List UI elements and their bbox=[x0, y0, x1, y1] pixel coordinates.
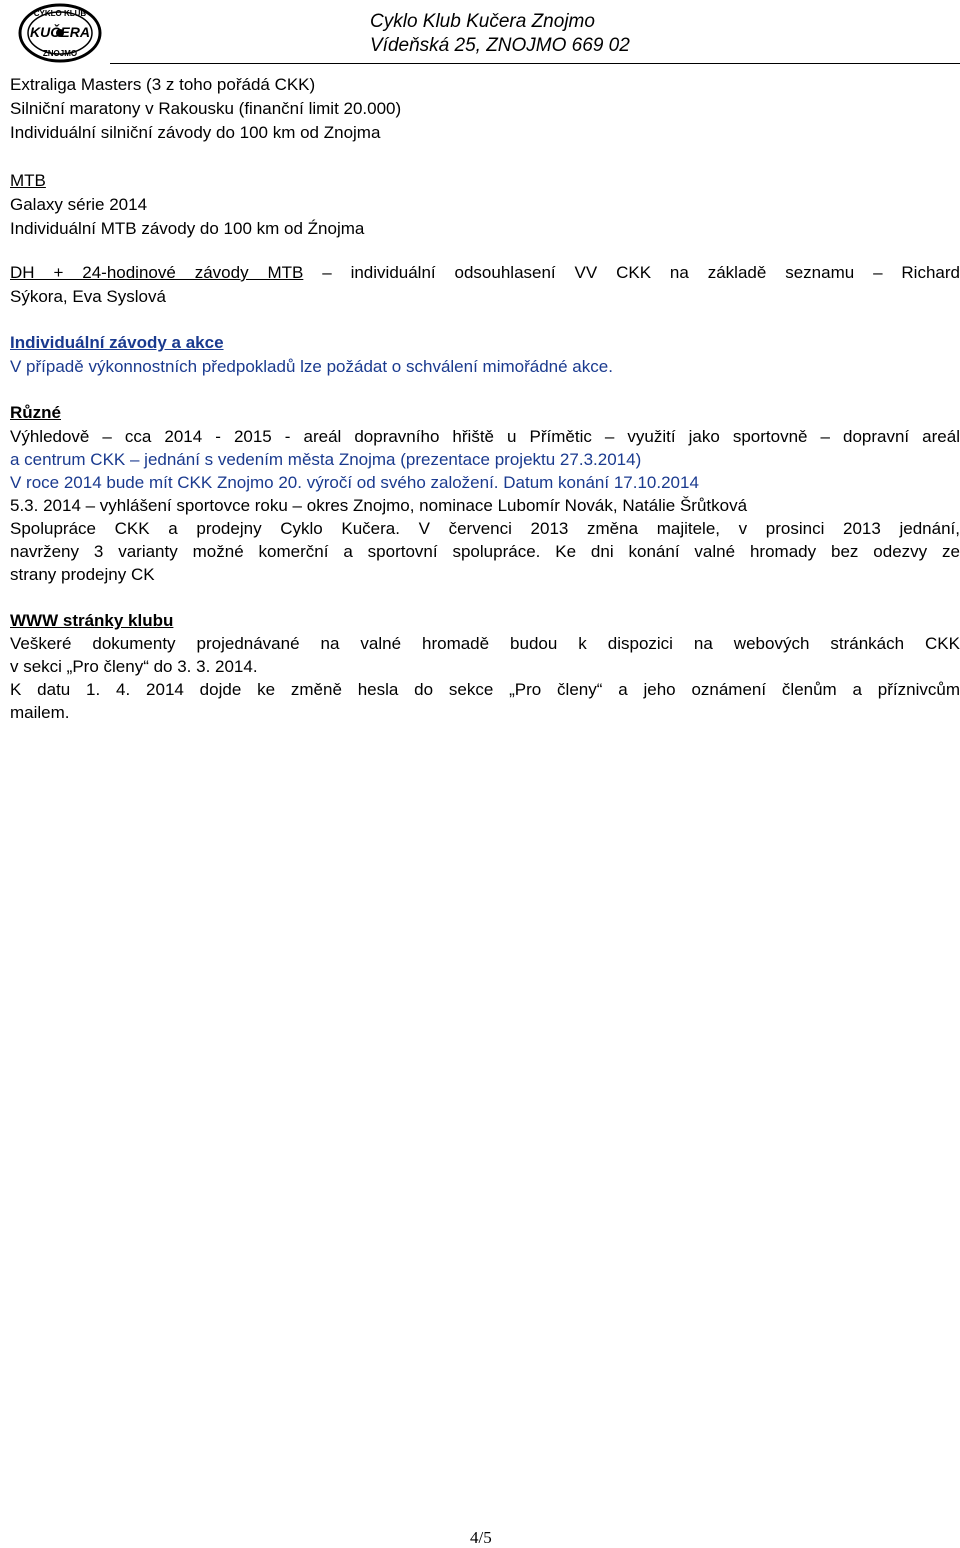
text-www-1: Veškeré dokumenty projednávané na valné hromadě budou k dispozici na webových stránkách CKK bbox=[10, 634, 960, 653]
dh-text: – individuální odsouhlasení VV CKK na základě seznamu – Richard bbox=[322, 263, 960, 282]
club-logo bbox=[16, 2, 104, 64]
heading-www: WWW stránky klubu bbox=[10, 611, 174, 630]
heading-mtb: MTB bbox=[10, 171, 46, 190]
text-dh bbox=[10, 262, 960, 284]
text-ruzne-4: 5.3. 2014 – vyhlášení sportovce roku – okres Znojmo, nominace Lubomír Novák, Natálie Šrůtková bbox=[10, 496, 748, 515]
text-ruzne-1: Výhledově – cca 2014 - 2015 - areál dopravního hřiště u Přímětic – využití jako sportovně – dopravní areál bbox=[10, 427, 960, 446]
page-number: 4/5 bbox=[470, 1528, 492, 1547]
text-mtb-individual: Individuální MTB závody do 100 km od Źnojma bbox=[10, 219, 365, 238]
logo-text-bottom: ZNOJMO bbox=[42, 49, 78, 58]
text-ruzne-3: V roce 2014 bude mít CKK Znojmo 20. výročí od svého založení. Datum konání 17.10.2014 bbox=[10, 473, 699, 492]
text-extraliga: Extraliga Masters (3 z toho pořádá CKK) bbox=[10, 75, 316, 94]
text-ruzne-6: navrženy 3 varianty možné komerční a sportovní spolupráce. Ke dni konání valné hromady bez odezvy ze bbox=[10, 542, 960, 561]
text-galaxy: Galaxy série 2014 bbox=[10, 195, 148, 214]
club-name: Cyklo Klub Kučera Znojmo bbox=[370, 11, 595, 32]
text-ruzne-5: Spolupráce CKK a prodejny Cyklo Kučera. V červenci 2013 změna majitele, v prosinci 2013 jednání, bbox=[10, 519, 960, 538]
logo-text-top: CYKLO KLUB bbox=[33, 9, 87, 18]
club-address: Vídeňská 25, ZNOJMO 669 02 bbox=[370, 35, 630, 56]
heading-ruzne: Různé bbox=[10, 403, 61, 422]
text-www-4: mailem. bbox=[10, 703, 70, 722]
text-individual: V případě výkonnostních předpokladů lze požádat o schválení mimořádné akce. bbox=[10, 357, 613, 376]
text-dh-names: Sýkora, Eva Syslová bbox=[10, 287, 166, 306]
heading-individual: Individuální závody a akce bbox=[10, 333, 224, 352]
text-ruzne-2: a centrum CKK – jednání s vedením města Znojma (prezentace projektu 27.3.2014) bbox=[10, 450, 642, 469]
text-www-3: K datu 1. 4. 2014 dojde ke změně hesla do sekce „Pro členy“ a jeho oznámení členům a příznivcům bbox=[10, 680, 960, 699]
text-ruzne-7: strany prodejny CK bbox=[10, 565, 155, 584]
text-silnicni: Individuální silniční závody do 100 km od Znojma bbox=[10, 123, 381, 142]
header-block bbox=[370, 10, 630, 58]
header-divider bbox=[110, 63, 960, 64]
dh-heading: DH + 24-hodinové závody MTB bbox=[10, 263, 304, 282]
text-maratony: Silniční maratony v Rakousku (finanční limit 20.000) bbox=[10, 99, 402, 118]
logo-text-mid: KUČERA bbox=[30, 24, 90, 40]
text-www-2: v sekci „Pro členy“ do 3. 3. 2014. bbox=[10, 657, 258, 676]
